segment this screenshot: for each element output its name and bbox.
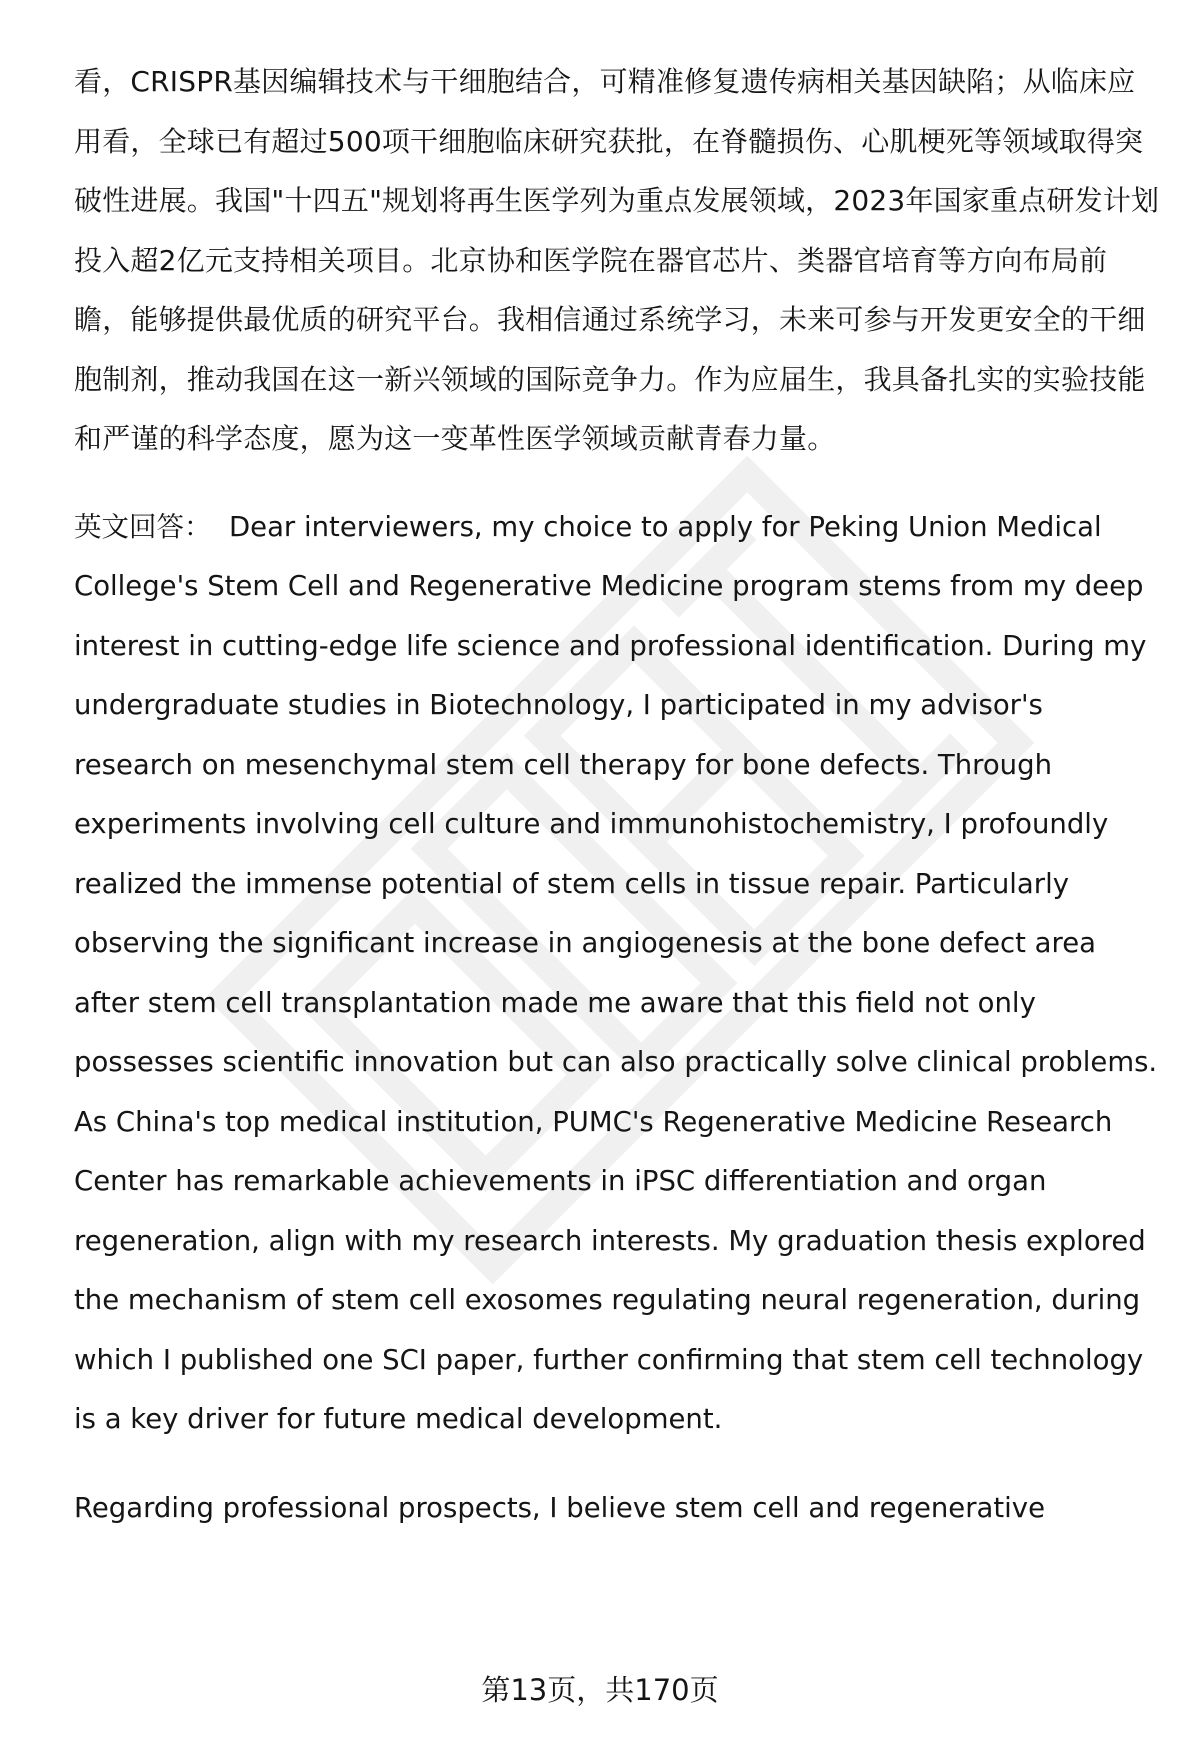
english-paragraph-2: Regarding professional prospects, I believe stem cell and regenerative (74, 1491, 1045, 1524)
page-content (74, 52, 1160, 1538)
english-answer-text: Dear interviewers, my choice to apply for Peking Union Medical College's Stem Cell and Regenerative Medicine program stems from my deep interest in cutting-edge life science and professional identification. During my undergraduate studies in Biotechnology, I participated in my advisor's research on mesenchymal stem cell therapy for bone defects. Through experiments involving cell culture and immunohistochemistry, I profoundly realized the immense potential of stem cells in tissue repair. Particularly observing the significant increase in angiogenesis at the bone defect area after stem cell transplantation made me aware that this field not only possesses scientific innovation but can also practically solve clinical problems. As China's top medical institution, PUMC's Regenerative Medicine Research Center has remarkable achievements in iPSC differentiation and organ regeneration, align with my research interests. My graduation thesis explored the mechanism of stem cell exosomes regulating neural regeneration, during which I published one SCI paper, further confirming that stem cell technology is a key driver for future medical development. (74, 510, 1158, 1435)
chinese-paragraph: 看，CRISPR基因编辑技术与干细胞结合，可精准修复遗传病相关基因缺陷；从临床应用看，全球已有超过500项干细胞临床研究获批，在脊髓损伤、心肌梗死等领域取得突破性进展。我国"十四五"规划将再生医学列为重点发展领域，2023年国家重点研发计划投入超2亿元支持相关项目。北京协和医学院在器官芯片、类器官培育等方向布局前瞻，能够提供最优质的研究平台。我相信通过系统学习，未来可参与开发更安全的干细胞制剂，推动我国在这一新兴领域的国际竞争力。作为应届生，我具备扎实的实验技能和严谨的科学态度，愿为这一变革性医学领域贡献青春力量。 (74, 65, 1160, 455)
paragraph-spacer (74, 1450, 1160, 1479)
page-number-footer: 第13页，共170页 (481, 1673, 719, 1707)
paragraph-spacer (74, 469, 1160, 498)
english-answer-paragraph (74, 498, 1160, 1450)
english-answer-label: 英文回答： (74, 510, 212, 543)
